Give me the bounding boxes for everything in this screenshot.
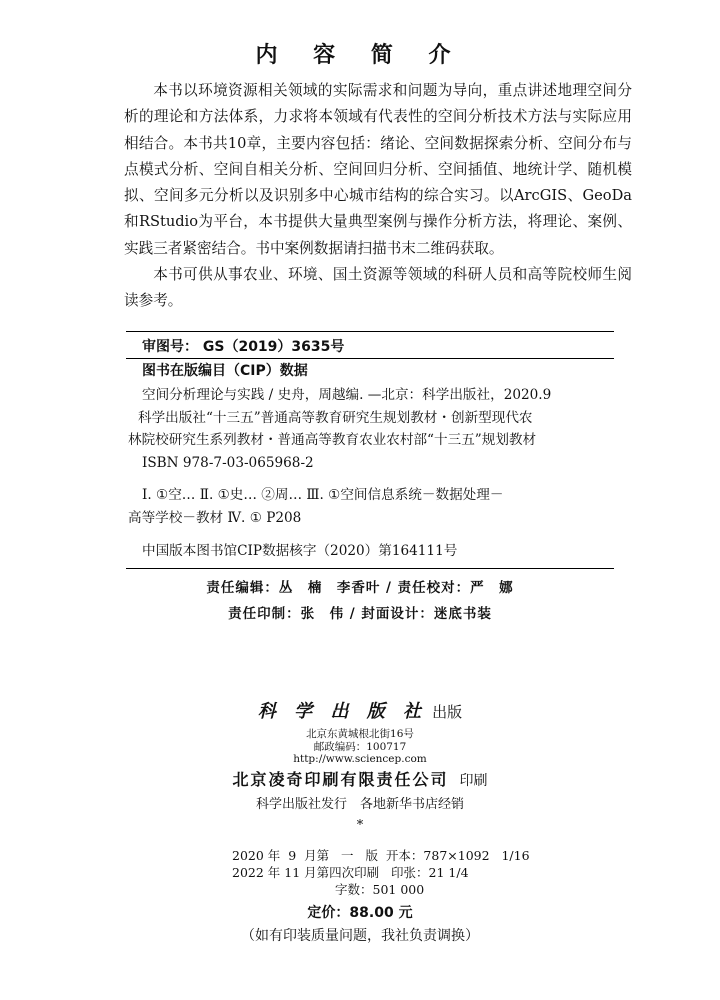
intro-text <box>124 78 632 315</box>
page-title: 内 容 简 介 <box>255 43 465 68</box>
cip-heading: 图书在版编目（CIP）数据 <box>142 363 308 379</box>
edition-line: 2022 年 11 月第四次印刷 印张：21 1/4 <box>232 865 469 880</box>
divider <box>126 358 614 359</box>
intro-paragraph: 本书以环境资源相关领域的实际需求和问题为导向，重点讲述地理空间分析的理论和方法体系，力求将本领域有代表性的空间分析技术方法与实际应用相结合。本书共10章，主要内容包括：绪论、空间数据探索分析、空间分布与点模式分析、空间自相关分析、空间回归分析、空间插值、地统计学、随机模拟、空间多元分析以及识别多中心城市结构的综合实习。以ArcGIS、GeoDa和RStudio为平台，本书提供大量典型案例与操作分析方法，将理论、案例、实践三者紧密结合。书中案例数据请扫描书末二维码获取。 <box>124 82 632 257</box>
cip-class-line: 高等学校－教材 Ⅳ. ① P208 <box>128 509 302 526</box>
publisher-name: 科 学 出 版 社 <box>257 701 427 722</box>
divider <box>126 568 614 569</box>
intro-paragraph: 本书可供从事农业、环境、国土资源等领域的科研人员和高等院校师生阅读参考。 <box>124 266 632 310</box>
responsible-line: 责任编辑：丛 楠 李香叶 / 责任校对：严 娜 <box>206 580 514 596</box>
separator-star: * <box>356 818 364 833</box>
price: 定价：88.00 元 <box>307 905 413 921</box>
responsible-line: 责任印制：张 伟 / 封面设计：迷底书装 <box>228 606 492 622</box>
cip-line: 科学出版社“十三五”普通高等教育研究生规划教材・创新型现代农 <box>138 409 533 426</box>
divider <box>126 331 614 332</box>
cip-class-line: Ⅰ. ①空… Ⅱ. ①史… ②周… Ⅲ. ①空间信息系统－数据处理－ <box>142 487 504 504</box>
publisher-line <box>0 697 720 723</box>
printer-line <box>0 767 720 790</box>
cip-block <box>128 384 622 562</box>
printer-name: 北京凌奇印刷有限责任公司 <box>232 770 449 789</box>
edition-line: 字数：501 000 <box>335 882 425 897</box>
publisher-suffix: 出版 <box>432 703 463 721</box>
publisher-address: 北京东黄城根北街16号 <box>306 728 414 740</box>
distribution: 科学出版社发行 各地新华书店经销 <box>255 797 464 812</box>
cip-line: 林院校研究生系列教材・普通高等教育农业农村部“十三五”规划教材 <box>128 432 537 449</box>
cip-line: 空间分析理论与实践 / 史舟，周越编. —北京：科学出版社，2020.9 <box>142 387 552 403</box>
publisher-postcode: 邮政编码：100717 <box>313 741 407 753</box>
isbn: ISBN 978-7-03-065968-2 <box>142 454 314 471</box>
printer-suffix: 印刷 <box>459 773 488 789</box>
publisher-url: http://www.sciencep.com <box>293 753 427 765</box>
edition-line: 2020 年 9 月第 一 版 开本：787×1092 1/16 <box>232 848 530 863</box>
review-number: 审图号： GS（2019）3635号 <box>142 339 345 355</box>
notice: （如有印装质量问题，我社负责调换） <box>241 928 479 944</box>
cip-verify: 中国版本图书馆CIP数据核字（2020）第164111号 <box>142 542 458 559</box>
